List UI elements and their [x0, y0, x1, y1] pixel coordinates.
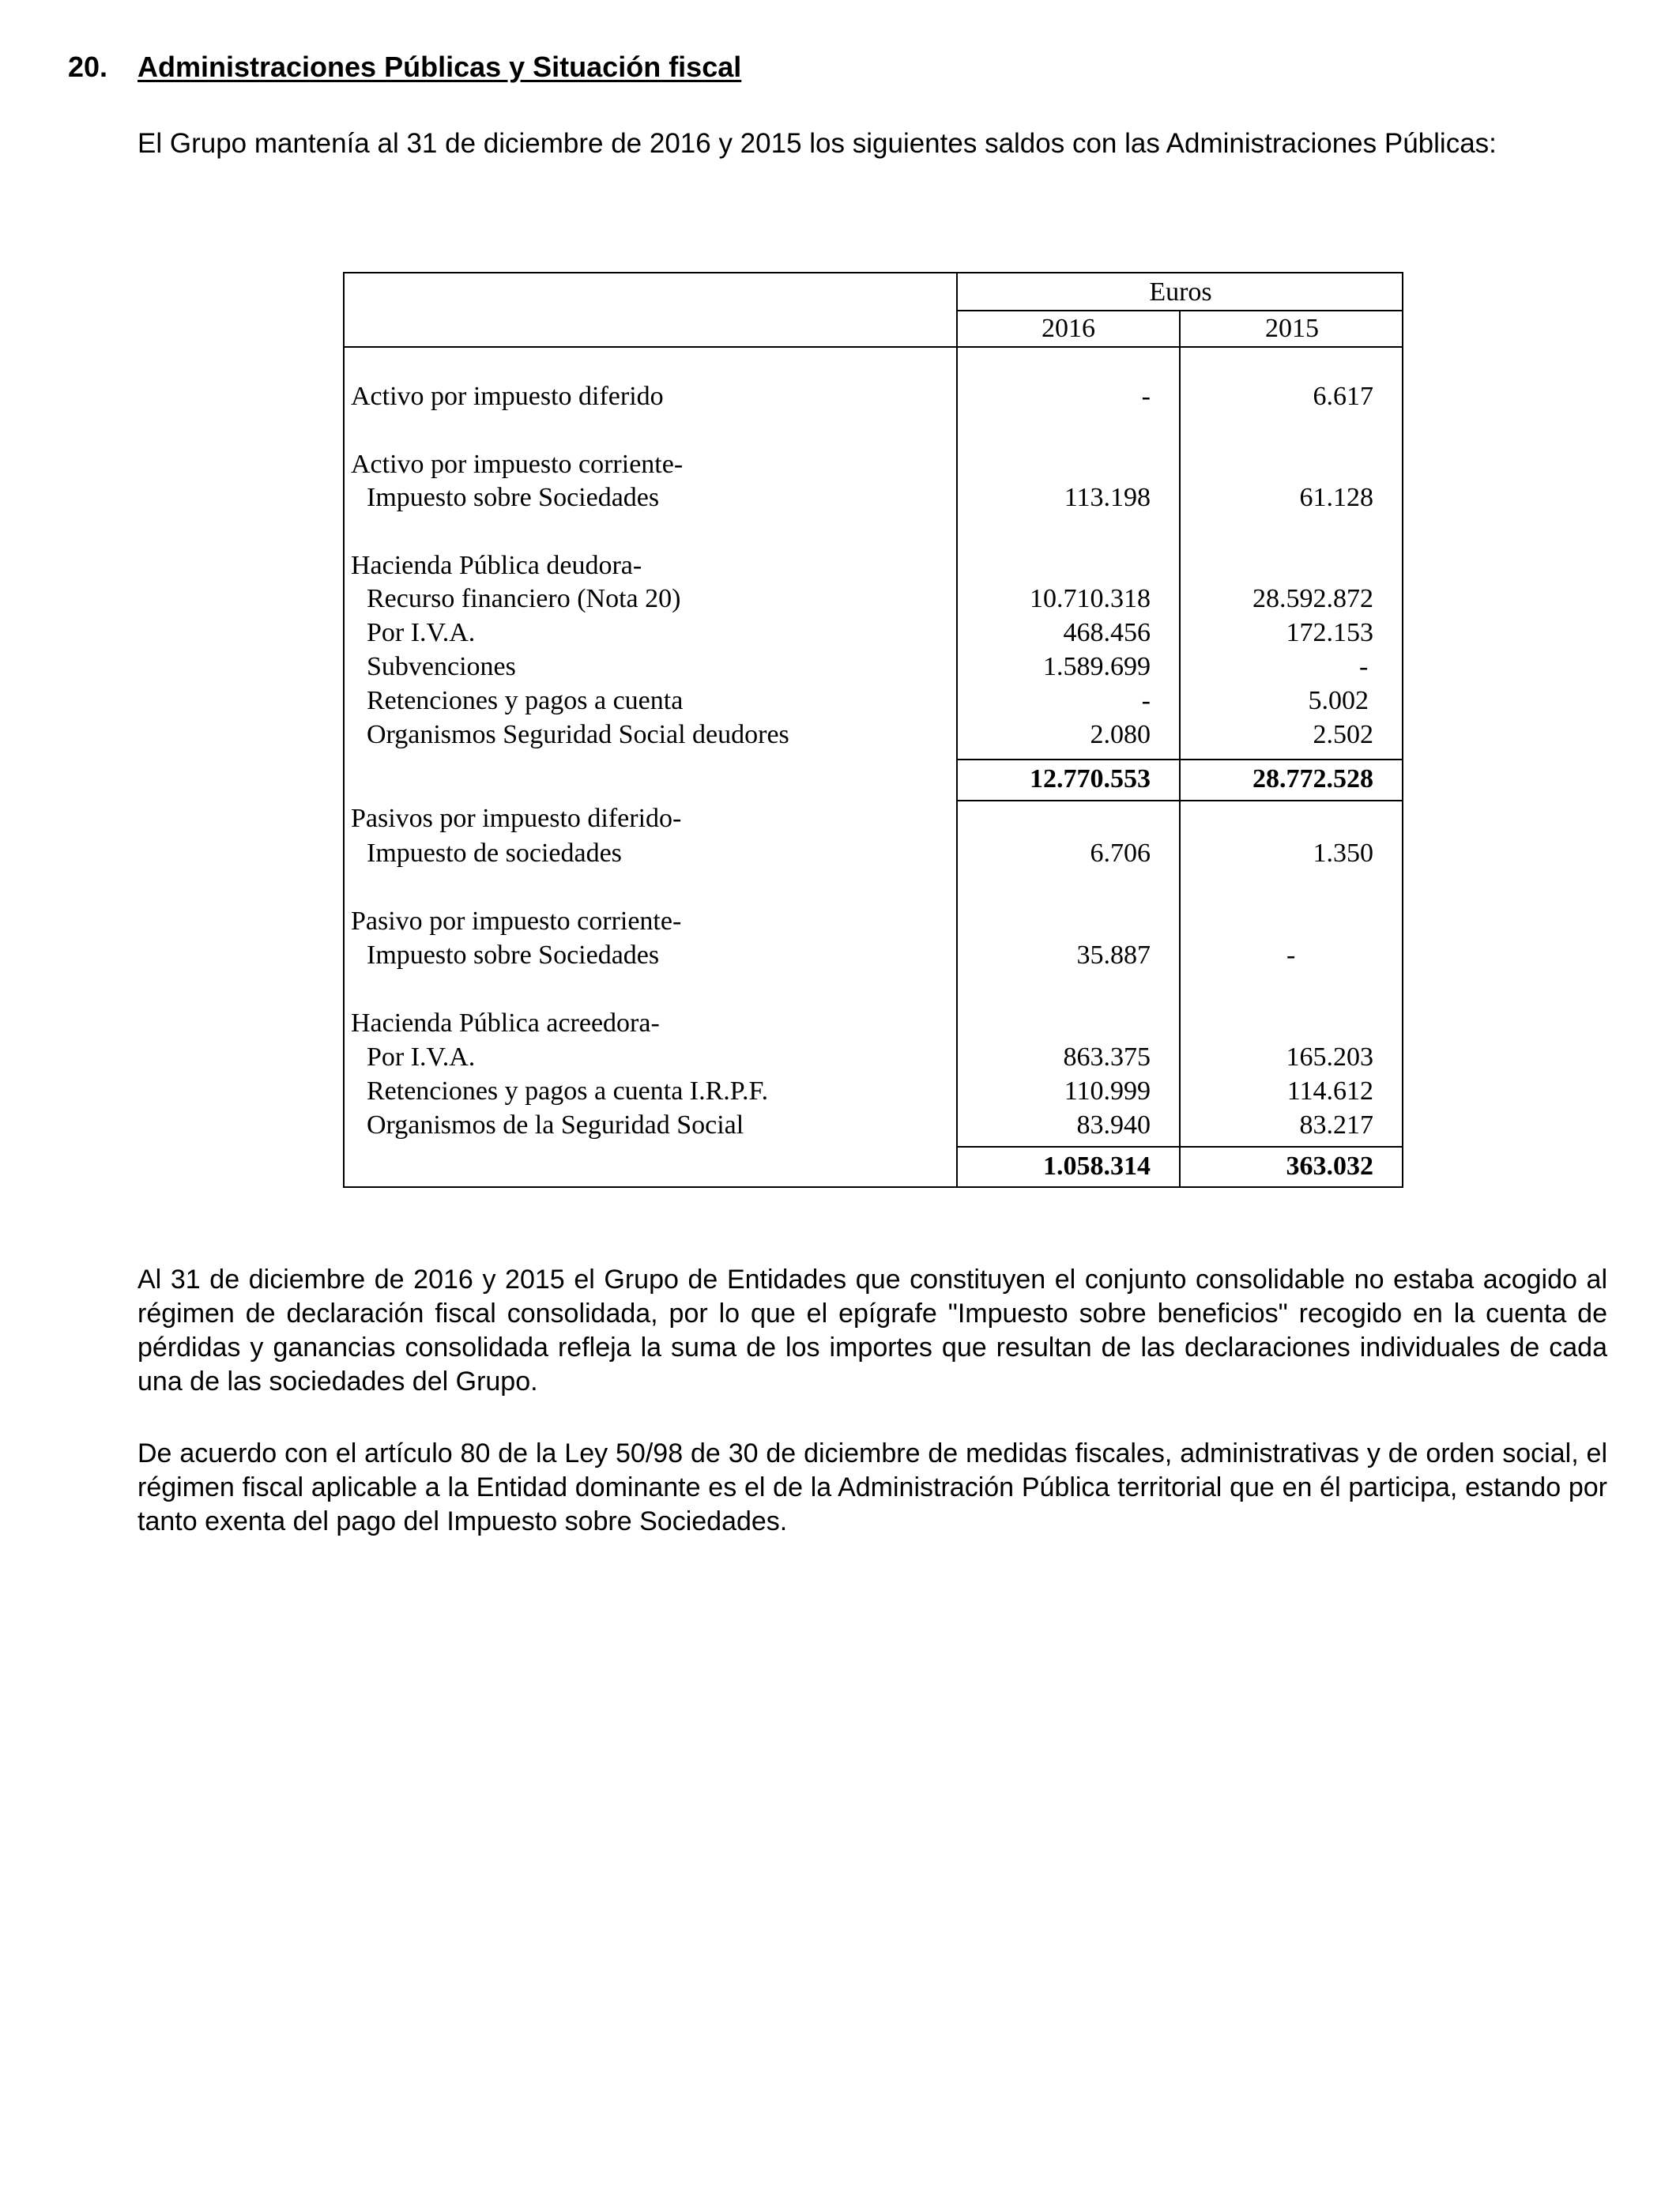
row-label-hp-acreedora-title: Hacienda Pública acreedora-	[351, 1008, 660, 1038]
header-2015: 2015	[1265, 314, 1319, 343]
column-divider-years	[1179, 310, 1181, 1186]
total-2016-activos: 12.770.553	[1030, 764, 1151, 794]
paragraph-ley-50-98: De acuerdo con el artículo 80 de la Ley 50/98 de 30 de diciembre de medidas fiscales, administrativas y de orden social, el régimen fiscal aplicable a la Entidad dominante es el de la Administración Pública territorial que en él participa, estando por tanto exenta del pago del Impuesto sobre Sociedades.	[137, 1438, 1607, 1536]
section-title: Administraciones Públicas y Situación fiscal	[137, 51, 742, 83]
total-2015-pasivos: 363.032	[1286, 1152, 1373, 1181]
row-label-retenciones-deudora: Retenciones y pagos a cuenta	[367, 686, 684, 715]
value-2016-activo-corriente-is: 113.198	[1064, 483, 1151, 512]
paragraph-regimen-fiscal: Al 31 de diciembre de 2016 y 2015 el Grupo de Entidades que constituyen el conjunto consolidable no estaba acogido al régimen de declaración fiscal consolidada, por lo que el epígrafe "Impuesto sobre beneficios" recogido en la cuenta de pérdidas y ganancias consolidada refleja la suma de los importes que resultan de las declaraciones individuales de cada una de las sociedades del Grupo.	[137, 1265, 1607, 1397]
value-2015-por-iva-acreedora: 165.203	[1286, 1042, 1373, 1072]
value-2016-pasivo-corriente-is: 35.887	[1076, 941, 1151, 970]
value-2016-ss-deudores: 2.080	[1090, 720, 1151, 749]
value-2016-ss-acreedora: 83.940	[1076, 1110, 1151, 1140]
header-unit-euros: Euros	[1149, 277, 1212, 307]
row-label-pasivo-diferido-title: Pasivos por impuesto diferido-	[351, 804, 682, 833]
row-label-retenciones-irpf: Retenciones y pagos a cuenta I.R.P.F.	[367, 1076, 769, 1106]
value-2016-retenciones-deudora: -	[1141, 686, 1151, 715]
value-2015-retenciones-irpf: 114.612	[1286, 1076, 1373, 1106]
value-2016-activo-diferido: -	[1141, 382, 1151, 411]
row-label-activo-corriente-title: Activo por impuesto corriente-	[351, 450, 684, 479]
column-divider-label	[956, 273, 958, 1186]
value-2016-pasivo-diferido-is: 6.706	[1090, 839, 1151, 868]
row-label-pasivo-corriente-is: Impuesto sobre Sociedades	[367, 941, 660, 970]
value-2015-recurso-financiero: 28.592.872	[1252, 584, 1373, 613]
total-activos-top-line	[956, 759, 1402, 760]
row-label-por-iva-deudora: Por I.V.A.	[367, 618, 476, 647]
value-2015-pasivo-diferido-is: 1.350	[1313, 839, 1373, 868]
row-label-por-iva-acreedora: Por I.V.A.	[367, 1042, 476, 1072]
section-number: 20.	[68, 51, 108, 83]
value-2015-ss-deudores: 2.502	[1313, 720, 1373, 749]
row-label-pasivo-diferido-is: Impuesto de sociedades	[367, 839, 622, 868]
value-2016-retenciones-irpf: 110.999	[1064, 1076, 1151, 1106]
value-2015-activo-diferido: 6.617	[1313, 382, 1373, 411]
header-divider-bottom	[345, 346, 1402, 348]
value-2015-subvenciones: -	[1359, 652, 1369, 681]
header-2016: 2016	[1042, 314, 1095, 343]
total-2016-pasivos: 1.058.314	[1043, 1152, 1151, 1181]
value-2016-subvenciones: 1.589.699	[1043, 652, 1151, 681]
total-2015-activos: 28.772.528	[1252, 764, 1373, 794]
row-label-recurso-financiero: Recurso financiero (Nota 20)	[367, 584, 681, 613]
value-2016-recurso-financiero: 10.710.318	[1030, 584, 1151, 613]
value-2015-activo-corriente-is: 61.128	[1299, 483, 1373, 512]
row-label-hp-deudora-title: Hacienda Pública deudora-	[351, 551, 642, 580]
header-divider-euros	[956, 310, 1402, 311]
total-activos-bottom-line	[956, 800, 1402, 801]
value-2015-ss-acreedora: 83.217	[1299, 1110, 1373, 1140]
row-label-pasivo-corriente-title: Pasivo por impuesto corriente-	[351, 907, 682, 936]
row-label-ss-acreedora: Organismos de la Seguridad Social	[367, 1110, 744, 1140]
total-pasivos-top-line	[956, 1146, 1402, 1148]
value-2016-por-iva-deudora: 468.456	[1063, 618, 1151, 647]
row-label-ss-deudores: Organismos Seguridad Social deudores	[367, 720, 789, 749]
value-2015-retenciones-deudora: 5.002	[1308, 686, 1369, 715]
row-label-activo-diferido: Activo por impuesto diferido	[351, 382, 664, 411]
section-heading	[68, 51, 741, 84]
value-2015-por-iva-deudora: 172.153	[1286, 618, 1373, 647]
balances-table	[343, 272, 1403, 1188]
row-label-subvenciones: Subvenciones	[367, 652, 516, 681]
intro-text: El Grupo mantenía al 31 de diciembre de 2016 y 2015 los siguientes saldos con las Administraciones Públicas:	[137, 128, 1497, 159]
row-label-activo-corriente-is: Impuesto sobre Sociedades	[367, 483, 660, 512]
value-2016-por-iva-acreedora: 863.375	[1063, 1042, 1151, 1072]
value-2015-pasivo-corriente-is: -	[1286, 941, 1296, 970]
